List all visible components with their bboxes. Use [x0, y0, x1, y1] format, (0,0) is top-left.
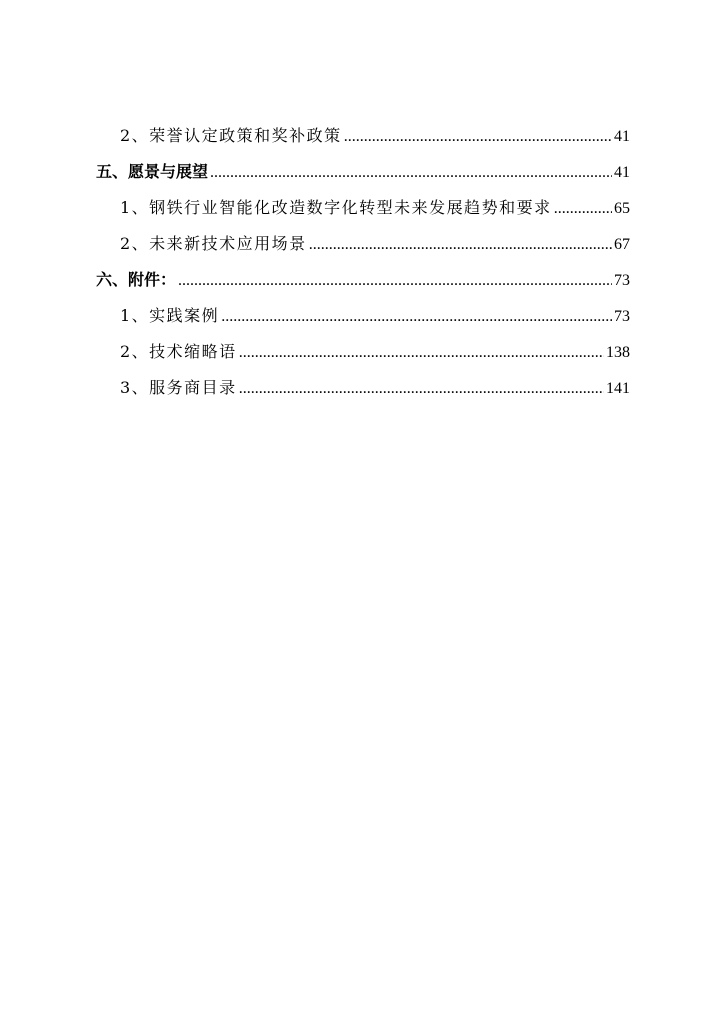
toc-entry-title: 2、技术缩略语	[120, 342, 237, 361]
toc-entry-future-trends[interactable]	[96, 190, 630, 226]
toc-section-title: 五、愿景与展望	[96, 162, 209, 181]
toc-dot-leader	[239, 335, 604, 371]
toc-dot-leader	[239, 371, 604, 407]
toc-page-number: 67	[614, 236, 630, 253]
toc-dot-leader	[210, 155, 612, 191]
toc-entry-abbreviations[interactable]	[96, 334, 630, 370]
toc-section-appendix[interactable]	[96, 262, 630, 298]
toc-entry-practice-cases[interactable]	[96, 298, 630, 334]
toc-entry-title: 1、钢铁行业智能化改造数字化转型未来发展趋势和要求	[120, 198, 552, 217]
toc-dot-leader	[344, 119, 612, 155]
toc-entry-title: 2、未来新技术应用场景	[120, 234, 307, 253]
toc-page-number: 73	[614, 272, 630, 289]
toc-entry-honor-policy[interactable]	[96, 118, 630, 154]
toc-page-number: 73	[614, 308, 630, 325]
toc-entry-new-tech-scenarios[interactable]	[96, 226, 630, 262]
table-of-contents	[96, 118, 630, 406]
toc-dot-leader	[554, 191, 612, 227]
toc-entry-title: 1、实践案例	[120, 306, 220, 325]
toc-page-number: 41	[614, 164, 630, 181]
toc-entry-title: 2、荣誉认定政策和奖补政策	[120, 126, 342, 145]
toc-section-title: 六、附件：	[96, 270, 177, 289]
toc-page-number: 141	[606, 380, 630, 397]
toc-dot-leader	[309, 227, 612, 263]
toc-dot-leader	[178, 263, 612, 299]
toc-entry-provider-directory[interactable]	[96, 370, 630, 406]
toc-page-number: 65	[614, 200, 630, 217]
toc-page-number: 138	[606, 344, 630, 361]
toc-page-number: 41	[614, 128, 630, 145]
toc-entry-title: 3、服务商目录	[120, 378, 237, 397]
toc-section-vision[interactable]	[96, 154, 630, 190]
toc-dot-leader	[221, 299, 612, 335]
